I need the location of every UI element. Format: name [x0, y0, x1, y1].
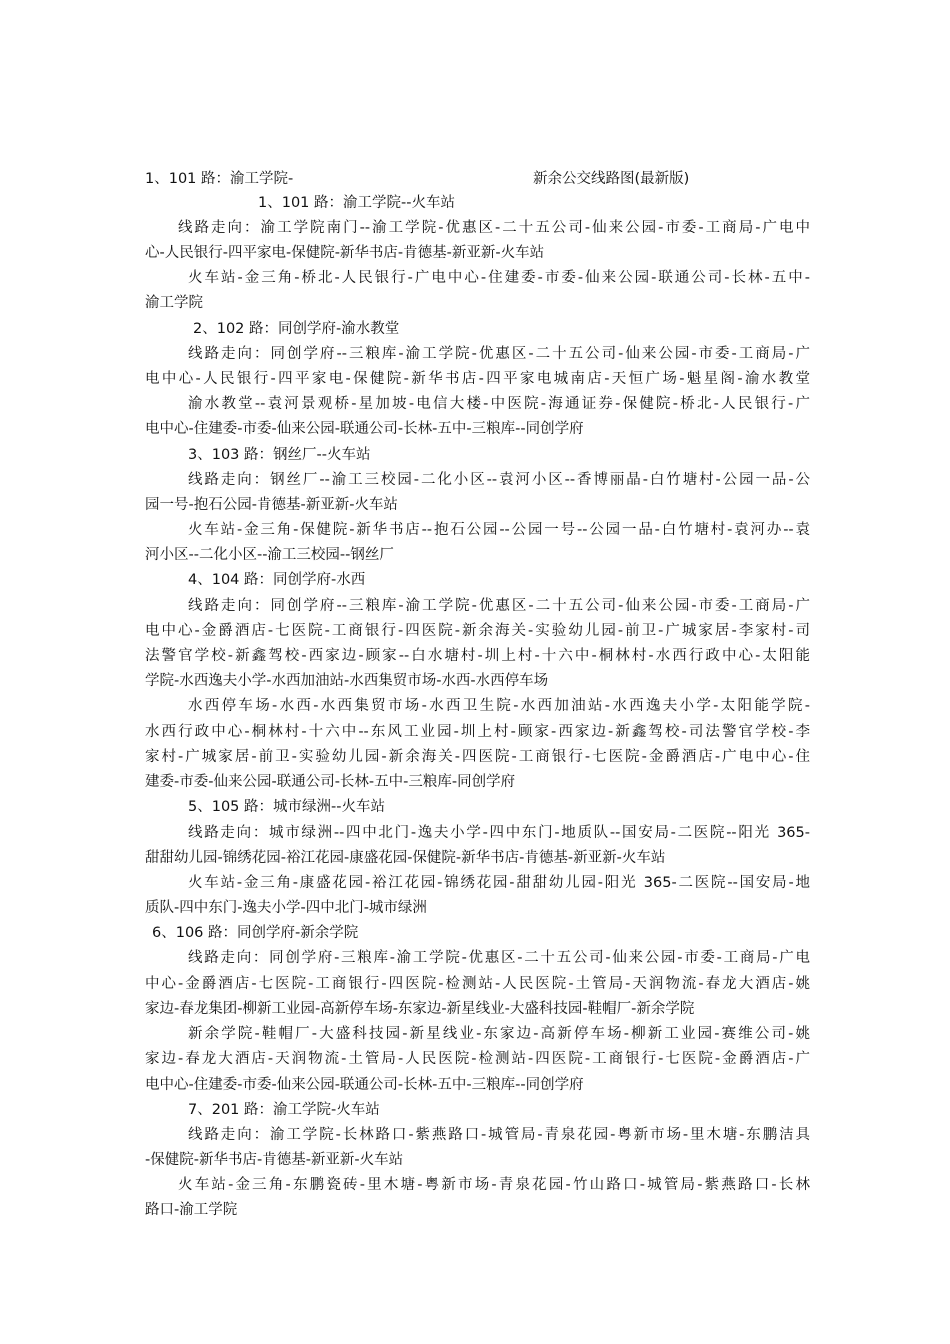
text-line: 线路走向：同创学府--三粮库-渝工学院-优惠区-二十五公司-仙来公园-市委-工商局-广 [188, 598, 810, 614]
text-line: 法警官学校-新鑫驾校-西家边-顾家--白水塘村-圳上村-十六中-桐林村-水西行政中心-太阳能 [145, 648, 810, 664]
text-line: 5、105 路：城市绿洲--火车站 [188, 799, 385, 815]
text-line: 线路走向：渝工学院-长林路口-紫燕路口-城管局-青泉花园-粤新市场-里木塘-东鹏洁具 [188, 1127, 810, 1143]
text-line: 渝水教堂--袁河景观桥-星加坡-电信大楼-中医院-海通证券-保健院-桥北-人民银行-广 [188, 396, 810, 412]
text-line: 家边-春龙集团-柳新工业园-高新停车场-东家边-新星线业-大盛科技园-鞋帽厂-新余学院 [145, 1001, 695, 1017]
text-line: 6、106 路：同创学府-新余学院 [152, 925, 359, 941]
text-line: 电中心-金爵酒店-七医院-工商银行-四医院-新余海关-实验幼儿园-前卫-广城家居-李家村-司 [145, 623, 810, 639]
text-line: 电中心-人民银行-四平家电-保健院-新华书店-四平家电城南店-天恒广场-魁星阁-渝水教堂 [145, 371, 810, 387]
text-line: 渝工学院 [145, 295, 203, 311]
text-line: 线路走向：同创学府-三粮库-渝工学院-优惠区-二十五公司-仙来公园-市委-工商局-广电 [188, 950, 810, 966]
text-line: 3、103 路：钢丝厂--火车站 [188, 447, 371, 463]
text-line: 电中心-住建委-市委-仙来公园-联通公司-长林-五中-三粮库--同创学府 [145, 1077, 584, 1093]
text-line: 家村-广城家居-前卫-实验幼儿园-新余海关-四医院-工商银行-七医院-金爵酒店-广电中心-住 [145, 749, 810, 765]
text-line: 线路走向：同创学府--三粮库-渝工学院-优惠区-二十五公司-仙来公园-市委-工商局-广 [188, 346, 810, 362]
text-line: 2、102 路：同创学府-渝水教堂 [193, 321, 400, 337]
text-line: 心-人民银行-四平家电-保健院-新华书店-肯德基-新亚新-火车站 [145, 245, 545, 261]
header-left-text: 1、101 路：渝工学院- [145, 171, 294, 187]
text-line: 火车站-金三角-康盛花园-裕江花园-锦绣花园-甜甜幼儿园-阳光 365-二医院--国安局-地 [188, 875, 810, 891]
text-line: 建委-市委-仙来公园-联通公司-长林-五中-三粮库-同创学府 [145, 774, 516, 790]
document-title: 新余公交线路图(最新版) [533, 171, 690, 187]
text-line: 7、201 路：渝工学院-火车站 [188, 1102, 380, 1118]
text-line: 线路走向：城市绿洲--四中北门-逸夫小学-四中东门-地质队--国安局-二医院--阳光 365- [188, 825, 810, 841]
text-line: 1、101 路：渝工学院--火车站 [258, 195, 455, 211]
text-line: 河小区--二化小区--渝工三校园--钢丝厂 [145, 547, 394, 563]
text-line: 学院-水西逸夫小学-水西加油站-水西集贸市场-水西-水西停车场 [145, 673, 549, 689]
text-line: 家边-春龙大酒店-天润物流-土管局-人民医院-检测站-四医院-工商银行-七医院-金爵酒店-广 [145, 1051, 810, 1067]
text-line: 4、104 路：同创学府-水西 [188, 572, 366, 588]
text-line: 水西停车场-水西-水西集贸市场-水西卫生院-水西加油站-水西逸夫小学-太阳能学院- [188, 698, 810, 714]
text-line: 火车站-金三角-桥北-人民银行-广电中心-住建委-市委-仙来公园-联通公司-长林-五中- [188, 270, 810, 286]
text-line: 中心-金爵酒店-七医院-工商银行-四医院-检测站-人民医院-土管局-天润物流-春龙大酒店-姚 [145, 976, 810, 992]
text-line: 甜甜幼儿园-锦绣花园-裕江花园-康盛花园-保健院-新华书店-肯德基-新亚新-火车站 [145, 850, 666, 866]
text-line: 质队-四中东门-逸夫小学-四中北门-城市绿洲 [145, 900, 427, 916]
text-line: 路口-渝工学院 [145, 1202, 238, 1218]
text-line: 线路走向：钢丝厂--渝工三校园-二化小区--袁河小区--香博丽晶-白竹塘村-公园一品-公 [188, 472, 810, 488]
text-line: 园一号-抱石公园-肯德基-新亚新-火车站 [145, 497, 398, 513]
text-line: -保健院-新华书店-肯德基-新亚新-火车站 [145, 1152, 404, 1168]
text-line: 电中心-住建委-市委-仙来公园-联通公司-长林-五中-三粮库--同创学府 [145, 421, 584, 437]
text-line: 新余学院-鞋帽厂-大盛科技园-新星线业-东家边-高新停车场-柳新工业园-赛维公司-姚 [188, 1026, 810, 1042]
text-line: 线路走向：渝工学院南门--渝工学院-优惠区-二十五公司-仙来公园-市委-工商局-广电中 [178, 220, 810, 236]
text-line: 火车站-金三角-东鹏瓷砖-里木塘-粤新市场-青泉花园-竹山路口-城管局-紫燕路口-长林 [178, 1177, 810, 1193]
text-line: 水西行政中心-桐林村-十六中--东风工业园-圳上村-顾家-西家边-新鑫驾校-司法警官学校-李 [145, 724, 810, 740]
text-line: 火车站-金三角-保健院-新华书店--抱石公园--公园一号--公园一品-白竹塘村-袁河办--袁 [188, 522, 810, 538]
